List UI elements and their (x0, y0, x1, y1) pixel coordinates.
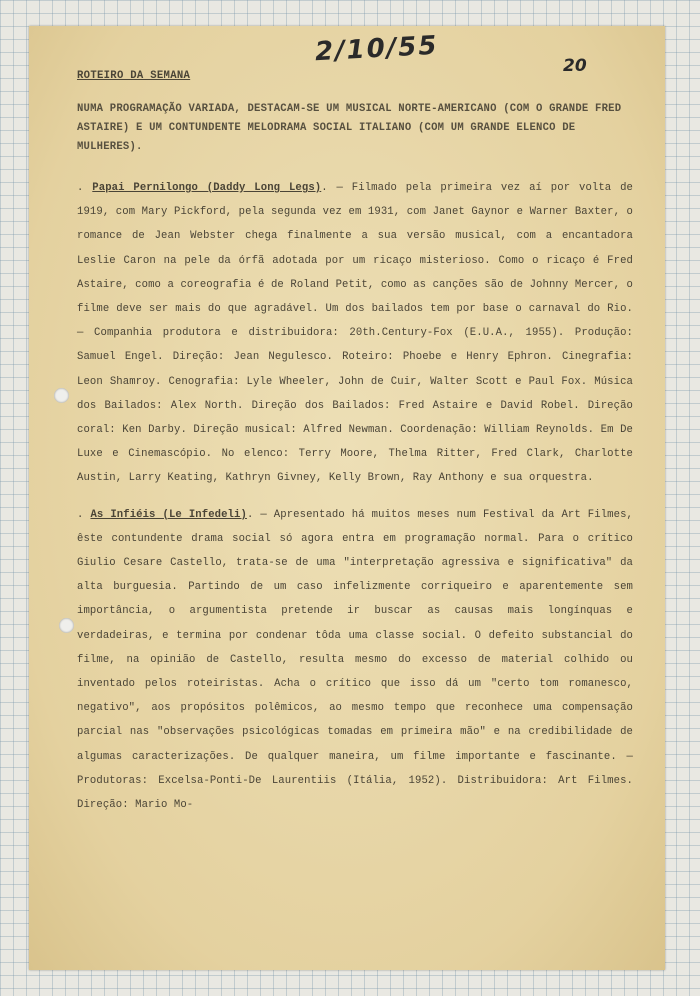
bullet: . (77, 182, 84, 194)
document-heading: ROTEIRO DA SEMANA (77, 70, 191, 82)
film-entry-as-infieis (77, 503, 633, 818)
punch-hole (59, 618, 74, 633)
handwritten-date: 2/10/55 (314, 30, 440, 68)
film-description: . — Filmado pela primeira vez aí por volta de 1919, com Mary Pickford, pela segunda vez em 1931, com Janet Gaynor e Warner Baxter, o romance de Jean Webster chega finalmente a sua versão musical, com a encantadora Leslie Caron na pele da órfã adotada por um ricaço misterioso. Como o ricaço é Fred Astaire, como a coreografia é de Roland Petit, como as canções são de Johnny Mercer, o filme deve ser mais do que agradável. Um dos bailados tem por base o carnaval do Rio. — Companhia produtora e distribuidora: 20th.Century-Fox (E.U.A., 1955). Produção: Samuel Engel. Direção: Jean Negulesco. Roteiro: Phoebe e Henry Ephron. Cinegrafia: Leon Shamroy. Cenografia: Lyle Wheeler, John de Cuir, Walter Scott e Paul Fox. Música dos Bailados: Alex North. Direção dos Bailados: Fred Astaire e David Robel. Direção coral: Ken Darby. Direção musical: Alfred Newman. Coordenação: William Reynolds. Em De Luxe e Cinemascópio. No elenco: Terry Moore, Thelma Ritter, Fred Clark, Charlotte Austin, Larry Keating, Kathryn Givney, Kelly Brown, Ray Anthony e sua orquestra. (77, 182, 633, 485)
typewritten-page (29, 26, 665, 970)
handwritten-page-number: 20 (563, 56, 587, 76)
film-description: . — Apresentado há muitos meses num Festival da Art Filmes, êste contundente drama social só agora entra em programação normal. Para o crítico Giulio Cesare Castello, trata-se de uma "interpretação agressiva e significativa" da alta burguesia. Partindo de um caso infelizmente corriqueiro e aparentemente sem importância, o argumentista pretende ir buscar as causas mais longínquas e verdadeiras, e termina por condenar tôda uma classe social. O defeito substancial do filme, na opinião de Castello, resulta mesmo do excesso de material colhido ou inventado pelos roteiristas. Acha o crítico que isso dá um "certo tom romanesco, negativo", aos propósitos polêmicos, ao mesmo tempo que reconhece uma compensação parcial nas "observações psicológicas tomadas em primeira mão" e na credibilidade de algumas caracterizações. De qualquer maneira, um filme importante e fascinante. — Produtoras: Excelsa-Ponti-De Laurentiis (Itália, 1952). Distribuidora: Art Filmes. Direção: Mario Mo- (77, 508, 633, 812)
film-entry-papai-pernilongo (77, 176, 633, 491)
bullet: . (77, 508, 84, 521)
intro-summary: NUMA PROGRAMAÇÃO VARIADA, DESTACAM-SE UM MUSICAL NORTE-AMERICANO (COM O GRANDE FRED ASTAIRE) E UM CONTUNDENTE MELODRAMA SOCIAL ITALIANO (COM UM GRANDE ELENCO DE MULHERES). (77, 103, 622, 153)
film-title: As Infiéis (Le Infedeli) (90, 508, 247, 521)
film-title: Papai Pernilongo (Daddy Long Legs) (92, 182, 322, 194)
punch-hole (54, 388, 69, 403)
document-body (77, 70, 633, 817)
